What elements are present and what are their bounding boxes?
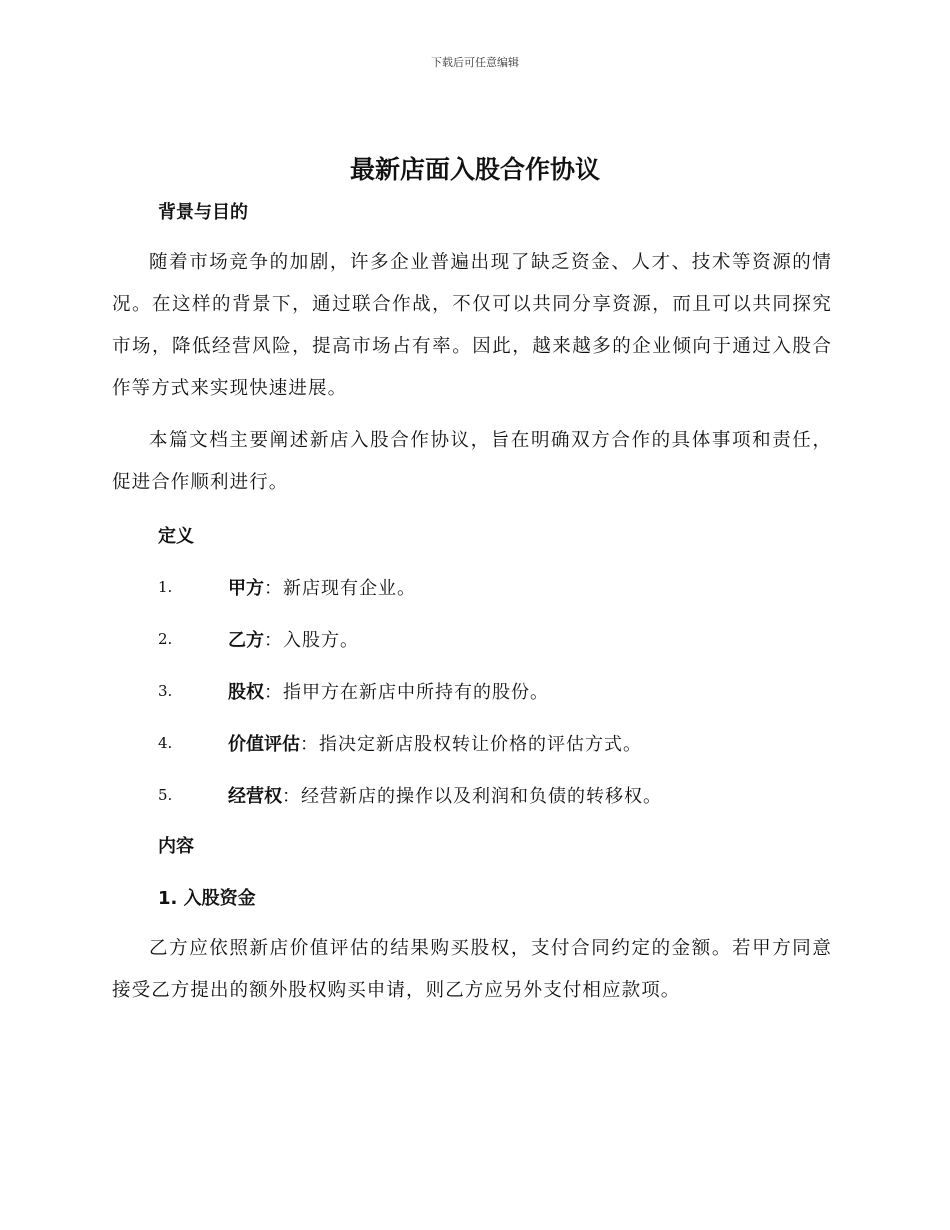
item-term: 价值评估 <box>228 734 300 755</box>
definition-item <box>158 728 642 758</box>
item-number: 4. <box>158 734 173 752</box>
document-title: 最新店面入股合作协议 <box>349 155 600 184</box>
item-number: 2. <box>158 630 173 648</box>
heading-definition: 定义 <box>158 526 194 547</box>
item-description: ：经营新店的操作以及利润和负债的转移权。 <box>282 786 662 807</box>
heading-content: 内容 <box>158 836 194 857</box>
item-term: 乙方 <box>228 630 264 651</box>
item-number: 1. <box>158 578 173 596</box>
definition-item <box>158 676 549 706</box>
paragraph-investment-funds: 乙方应依照新店价值评估的结果购买股权，支付合同约定的金额。若甲方同意接受乙方提出的额外股权购买申请，则乙方应另外支付相应款项。 <box>112 938 832 1001</box>
definition-item <box>158 624 359 654</box>
item-number: 3. <box>158 682 173 700</box>
item-term: 经营权 <box>228 786 282 807</box>
item-description: ：指甲方在新店中所持有的股份。 <box>264 682 549 703</box>
item-number: 5. <box>158 786 173 804</box>
item-description: ：指决定新店股权转让价格的评估方式。 <box>300 734 642 755</box>
definition-item <box>158 572 416 602</box>
subheading-investment-funds: 1. 入股资金 <box>158 888 256 909</box>
heading-background: 背景与目的 <box>158 202 248 223</box>
item-description: ：新店现有企业。 <box>264 578 416 599</box>
paragraph-background-2: 本篇文档主要阐述新店入股合作协议，旨在明确双方合作的具体事项和责任，促进合作顺利进行。 <box>112 430 832 493</box>
definition-item <box>158 780 662 810</box>
item-term: 甲方 <box>228 578 264 599</box>
item-description: ：入股方。 <box>264 630 359 651</box>
header-note: 下载后可任意编辑 <box>431 56 519 69</box>
item-term: 股权 <box>228 682 264 703</box>
paragraph-background-1: 随着市场竞争的加剧，许多企业普遍出现了缺乏资金、人才、技术等资源的情况。在这样的背景下，通过联合作战，不仅可以共同分享资源，而且可以共同探究市场，降低经营风险，提高市场占有率。因此，越来越多的企业倾向于通过入股合作等方式来实现快速进展。 <box>112 252 832 399</box>
